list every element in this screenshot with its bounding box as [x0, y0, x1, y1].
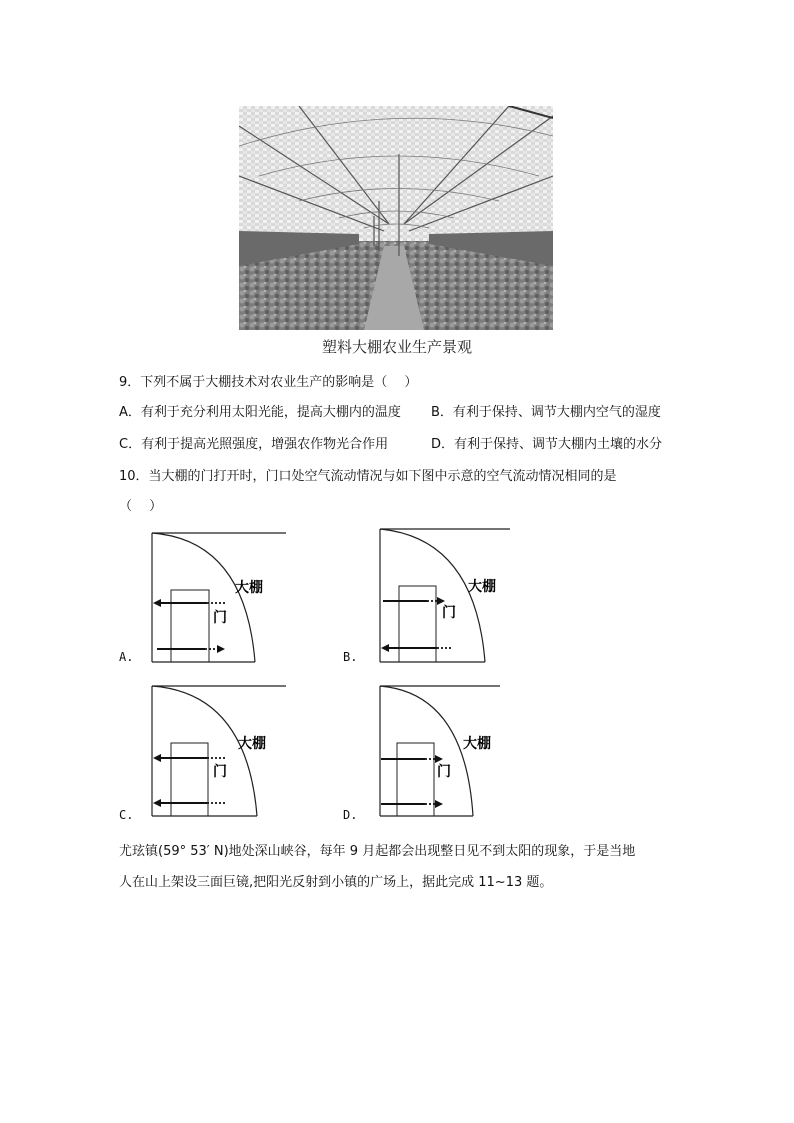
diagram-a	[145, 528, 295, 668]
q9-option-d: D．有利于保持、调节大棚内土壤的水分	[431, 437, 663, 452]
diagram-b-label: B.	[343, 650, 358, 664]
door-label: 门	[442, 605, 456, 621]
diagram-a-label: A.	[119, 650, 134, 664]
greenhouse-label: 大棚	[463, 736, 491, 752]
q9-option-b: B．有利于保持、调节大棚内空气的湿度	[431, 405, 661, 420]
passage-line-1: 尤玹镇(59° 53′ N)地处深山峡谷，每年 9 月起都会出现整日见不到太阳的现象，于是当地	[119, 844, 636, 859]
diagram-d	[373, 681, 508, 821]
diagram-c	[145, 681, 290, 821]
passage-line-2: 人在山上架设三面巨镜,把阳光反射到小镇的广场上，据此完成 11~13 题。	[119, 875, 553, 890]
door-label: 门	[437, 764, 451, 780]
q10-stem: 10．当大棚的门打开时，门口处空气流动情况与如下图中示意的空气流动情况相同的是	[119, 469, 617, 484]
q9-option-a: A．有利于充分利用太阳光能，提高大棚内的温度	[119, 405, 401, 420]
photo-caption: 塑料大棚农业生产景观	[321, 338, 472, 356]
greenhouse-photo	[239, 106, 553, 330]
diagram-b	[373, 522, 518, 668]
diagram-d-label: D.	[343, 808, 358, 822]
door-label: 门	[213, 610, 227, 626]
greenhouse-label: 大棚	[468, 579, 496, 595]
greenhouse-label: 大棚	[235, 580, 263, 596]
q9-stem: 9．下列不属于大棚技术对农业生产的影响是（ ）	[119, 375, 418, 390]
door-label: 门	[213, 764, 227, 780]
q10-paren: （ ）	[119, 499, 163, 514]
greenhouse-label: 大棚	[238, 736, 266, 752]
q9-option-c: C．有利于提高光照强度，增强农作物光合作用	[119, 437, 389, 452]
diagram-c-label: C.	[119, 808, 134, 822]
